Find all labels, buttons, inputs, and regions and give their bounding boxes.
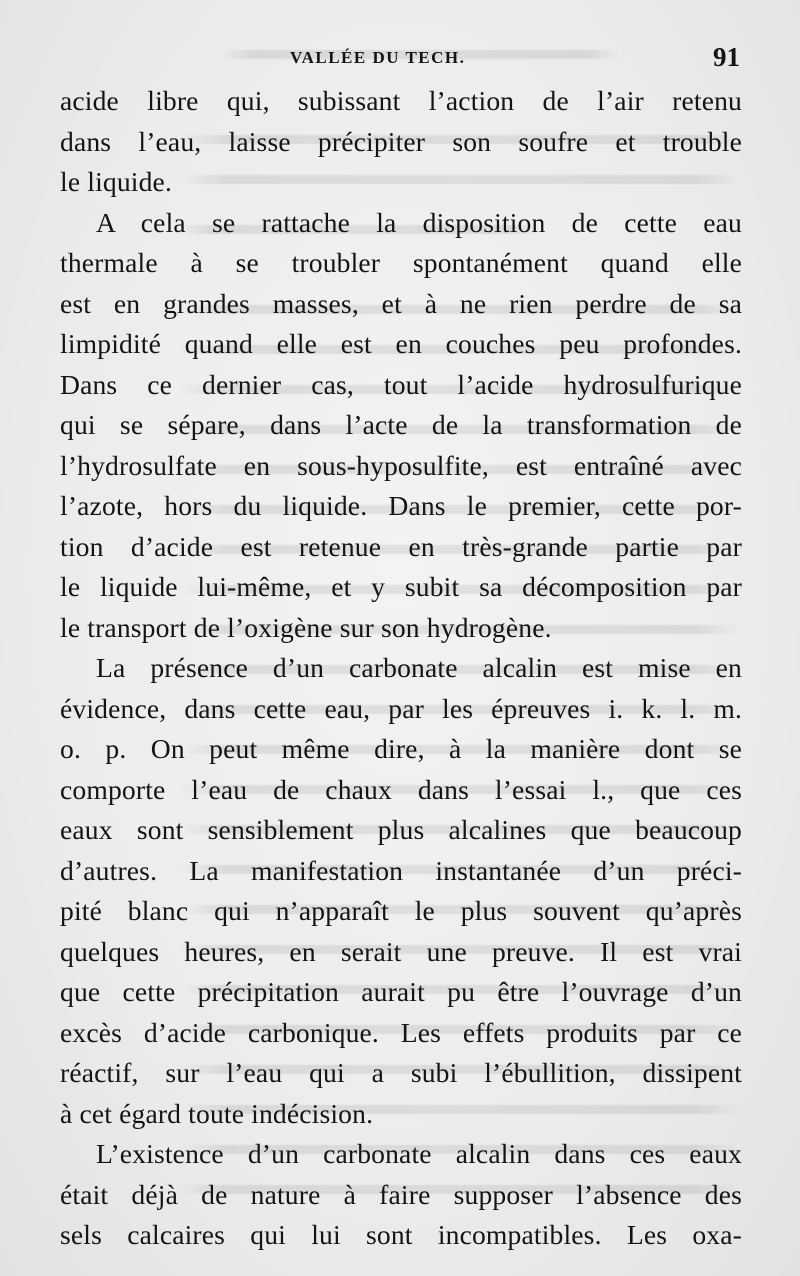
text-line: pité blanc qui n’apparaît le plus souvent qu’après — [60, 895, 742, 926]
text-line: thermale à se troubler spontanément quand elle — [60, 247, 742, 278]
text-line: A cela se rattache la disposition de cette eau — [96, 206, 742, 238]
text-line: le transport de l’oxigène sur son hydrogène. — [60, 611, 552, 643]
text-line: tion d’acide est retenue en très-grande partie par — [60, 530, 742, 562]
text-line: o. p. On peut même dire, à la manière dont se — [60, 733, 742, 764]
text-line: acide libre qui, subissant l’action de l’air retenu — [60, 85, 742, 116]
running-title: VALLÉE DU TECH. — [290, 48, 466, 67]
text-line: dans l’eau, laisse précipiter son soufre et trouble — [60, 125, 742, 157]
text-line: d’autres. La manifestation instantanée d’un préci- — [60, 854, 742, 886]
text-line: Dans ce dernier cas, tout l’acide hydrosulfurique — [60, 368, 742, 400]
text-line: sels calcaires qui lui sont incompatibles. Les oxa- — [60, 1219, 742, 1250]
text-line: qui se sépare, dans l’acte de la transformation de — [60, 409, 742, 440]
text-line: limpidité quand elle est en couches peu profondes. — [60, 328, 742, 359]
text-line: l’azote, hors du liquide. Dans le premier, cette por- — [60, 490, 742, 521]
text-line: La présence d’un carbonate alcalin est mise en — [96, 652, 742, 683]
text-line: excès d’acide carbonique. Les effets produits par ce — [60, 1016, 742, 1048]
text-line: le liquide lui-même, et y subit sa décomposition par — [60, 571, 742, 602]
text-line: à cet égard toute indécision. — [60, 1097, 374, 1129]
text-line: l’hydrosulfate en sous-hyposulfite, est entraîné avec — [60, 449, 742, 481]
page-header — [60, 44, 742, 74]
page-number: 91 — [713, 42, 740, 72]
text-line: évidence, dans cette eau, par les épreuves i. k. l. m. — [60, 692, 742, 724]
text-line: est en grandes masses, et à ne rien perdre de sa — [60, 287, 742, 319]
text-line: eaux sont sensiblement plus alcalines que beaucoup — [60, 814, 742, 845]
text-line: était déjà de nature à faire supposer l’absence des — [60, 1178, 742, 1210]
text-line: que cette précipitation aurait pu être l’ouvrage d’un — [60, 976, 742, 1007]
body-text — [60, 81, 742, 1256]
text-line: réactif, sur l’eau qui a subi l’ébullition, dissipent — [60, 1057, 742, 1088]
text-line: comporte l’eau de chaux dans l’essai l., que ces — [60, 773, 742, 805]
text-line: L’existence d’un carbonate alcalin dans ces eaux — [96, 1138, 742, 1169]
text-line: quelques heures, en serait une preuve. Il est vrai — [60, 935, 742, 967]
text-line: le liquide. — [60, 166, 172, 197]
